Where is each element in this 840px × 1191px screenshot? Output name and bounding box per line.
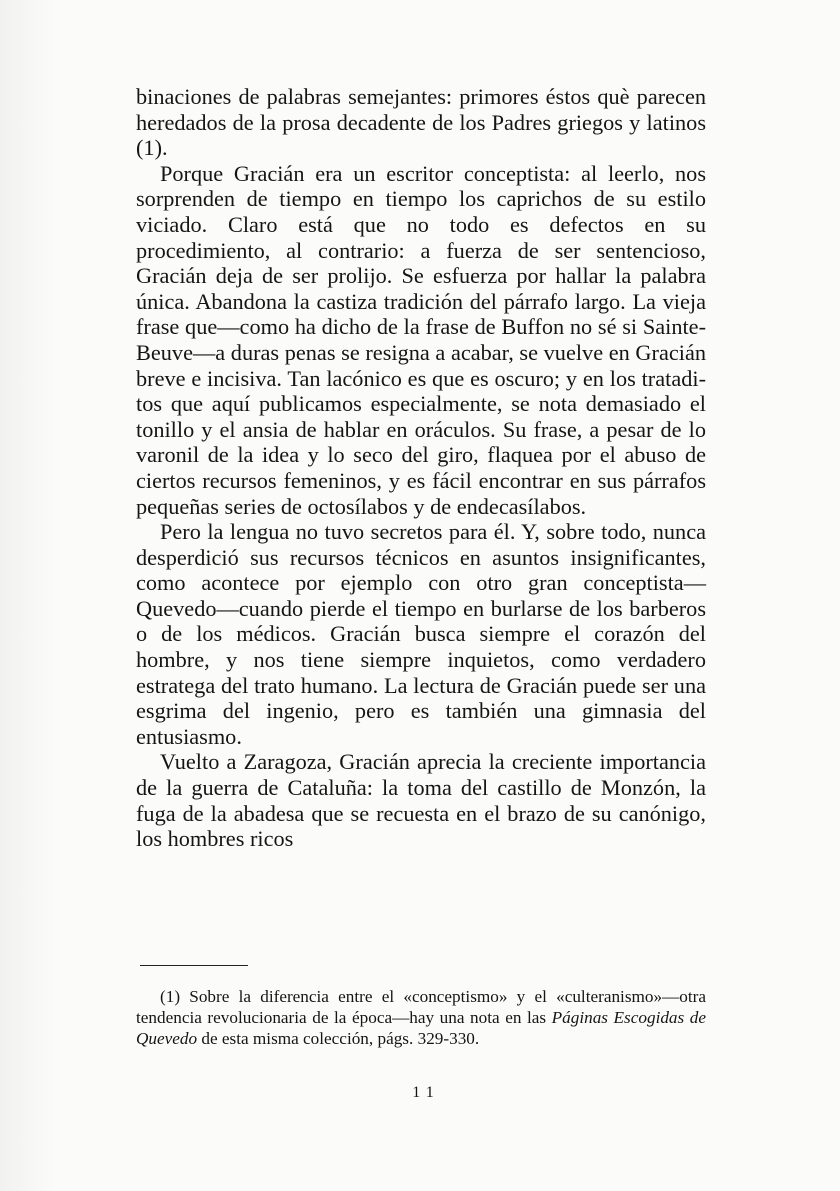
- footnote-marker: (1): [160, 987, 181, 1006]
- body-text: [136, 84, 706, 852]
- footnote-title: Páginas Escogidas de Quevedo: [136, 1008, 707, 1048]
- paragraph-4: Vuelto a Zaragoza, Gracián aprecia la creciente importancia de la guerra de Cataluña: la toma del castillo de Monzón, la fuga de la abadesa que se recuesta en el brazo de su canónigo, los hombres ricos: [136, 749, 706, 852]
- footnote: [136, 986, 706, 1049]
- footnote-text-before: Sobre la diferencia entre el «conceptismo» y el «culteranismo»—otra tendencia revolucionaria de la época—hay una nota en las: [136, 987, 706, 1027]
- paragraph-3: Pero la lengua no tuvo secretos para él. Y, sobre todo, nunca desperdició sus recursos técnicos en asuntos insignificantes, como acontece por ejemplo con otro gran conceptista—Quevedo—cuando pierde el tiempo en burlarse de los barberos o de los médicos. Gracián busca siempre el corazón del hombre, y nos tiene siempre inquietos, como verdadero estratega del trato humano. La lectura de Gracián puede ser una esgrima del ingenio, pero es también una gimnasia del entusiasmo.: [136, 519, 706, 749]
- footnote-text-after: de esta misma colección, págs. 329-330.: [197, 1029, 480, 1048]
- paragraph-1: binaciones de palabras semejantes: primores éstos què parecen heredados de la prosa decadente de los Padres griegos y latinos (1).: [136, 84, 706, 161]
- paragraph-2: Porque Gracián era un escritor conceptista: al leerlo, nos sorprenden de tiempo en tiempo los caprichos de su estilo viciado. Claro está que no todo es defectos en su procedimiento, al contrario: a fuerza de ser sentencioso, Gracián deja de ser prolijo. Se esfuerza por hallar la palabra única. Abandona la castiza tradición del párrafo largo. La vieja frase que—como ha dicho de la frase de Buffon no sé si Sainte-Beuve—a duras penas se resigna a acabar, se vuelve en Gracián breve e incisiva. Tan lacónico es que es oscuro; y en los trataditos que aquí publicamos especialmente, se nota demasiado el tonillo y el ansia de hablar en oráculos. Su frase, a pesar de lo varonil de la idea y lo seco del giro, flaquea por el abuso de ciertos recursos femeninos, y es fácil encontrar en sus párrafos pequeñas series de octosílabos y de endecasílabos.: [136, 160, 706, 519]
- footnote-separator: [140, 965, 248, 966]
- page-number: 11: [412, 1084, 440, 1101]
- page-gutter-shadow: [0, 0, 55, 1191]
